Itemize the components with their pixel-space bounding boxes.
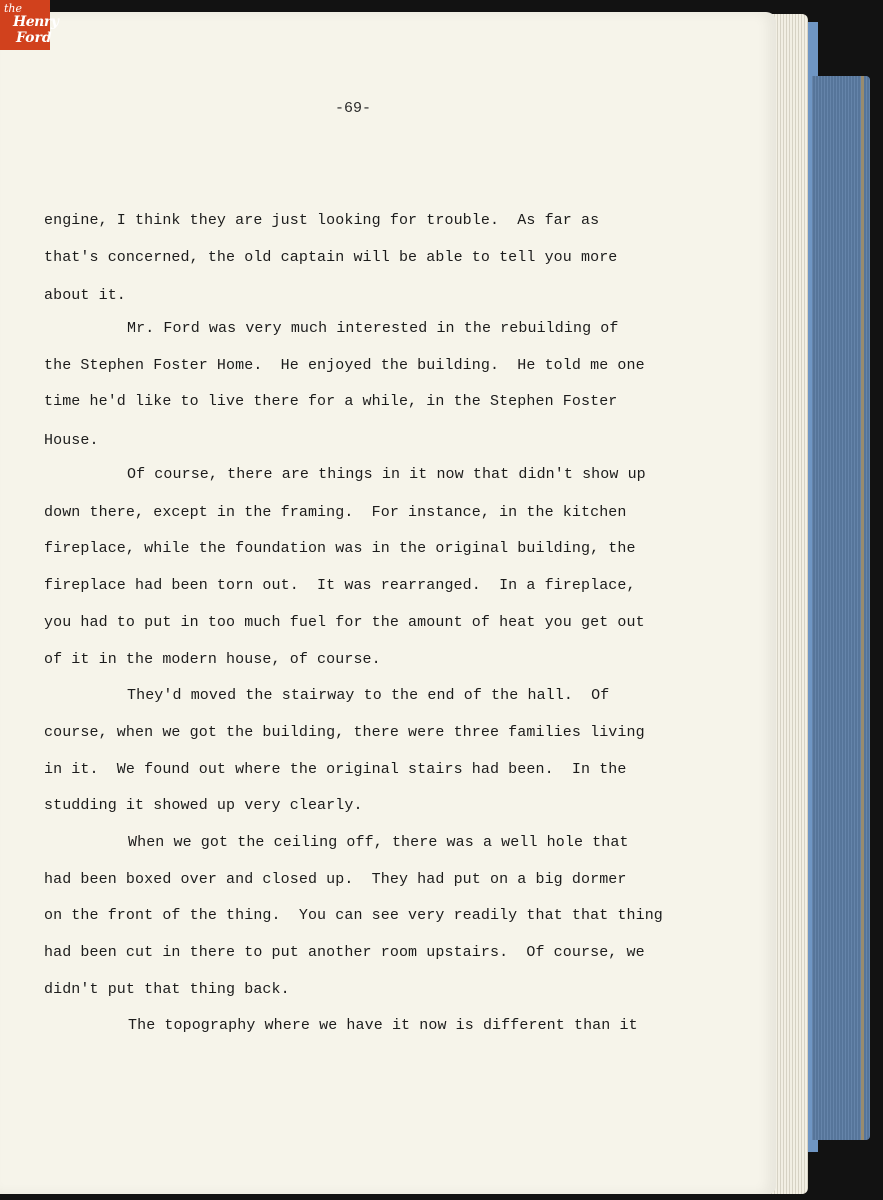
text-line: fireplace, while the foundation was in the original building, the: [44, 540, 636, 557]
logo-text-the: the: [4, 2, 23, 15]
text-line: studding it showed up very clearly.: [44, 797, 363, 814]
text-line: of it in the modern house, of course.: [44, 651, 381, 668]
text-line: engine, I think they are just looking for trouble. As far as: [44, 212, 600, 229]
logo-text-henry: Henry: [13, 14, 59, 30]
text-line: time he'd like to live there for a while, in the Stephen Foster: [44, 393, 618, 410]
page-number: -69-: [335, 100, 372, 117]
text-line: that's concerned, the old captain will be able to tell you more: [44, 249, 618, 266]
text-line: fireplace had been torn out. It was rearranged. In a fireplace,: [44, 577, 636, 594]
text-line: had been boxed over and closed up. They had put on a big dormer: [44, 871, 627, 888]
text-line: When we got the ceiling off, there was a well hole that: [128, 834, 629, 851]
text-line: the Stephen Foster Home. He enjoyed the building. He told me one: [44, 357, 645, 374]
text-line: The topography where we have it now is different than it: [128, 1017, 638, 1034]
text-line: about it.: [44, 287, 126, 304]
book-cover-trim: [861, 76, 864, 1140]
text-line: had been cut in there to put another room upstairs. Of course, we: [44, 944, 645, 961]
text-line: House.: [44, 432, 99, 449]
text-line: on the front of the thing. You can see very readily that that thing: [44, 907, 663, 924]
text-line: didn't put that thing back.: [44, 981, 290, 998]
text-line: Of course, there are things in it now that didn't show up: [127, 466, 646, 483]
text-line: course, when we got the building, there were three families living: [44, 724, 645, 741]
text-line: down there, except in the framing. For instance, in the kitchen: [44, 504, 627, 521]
text-line: you had to put in too much fuel for the amount of heat you get out: [44, 614, 645, 631]
logo-text-ford: Ford: [16, 30, 52, 46]
text-line: in it. We found out where the original stairs had been. In the: [44, 761, 627, 778]
henry-ford-logo: [0, 0, 59, 50]
text-line: Mr. Ford was very much interested in the rebuilding of: [127, 320, 619, 337]
text-line: They'd moved the stairway to the end of the hall. Of: [127, 687, 610, 704]
